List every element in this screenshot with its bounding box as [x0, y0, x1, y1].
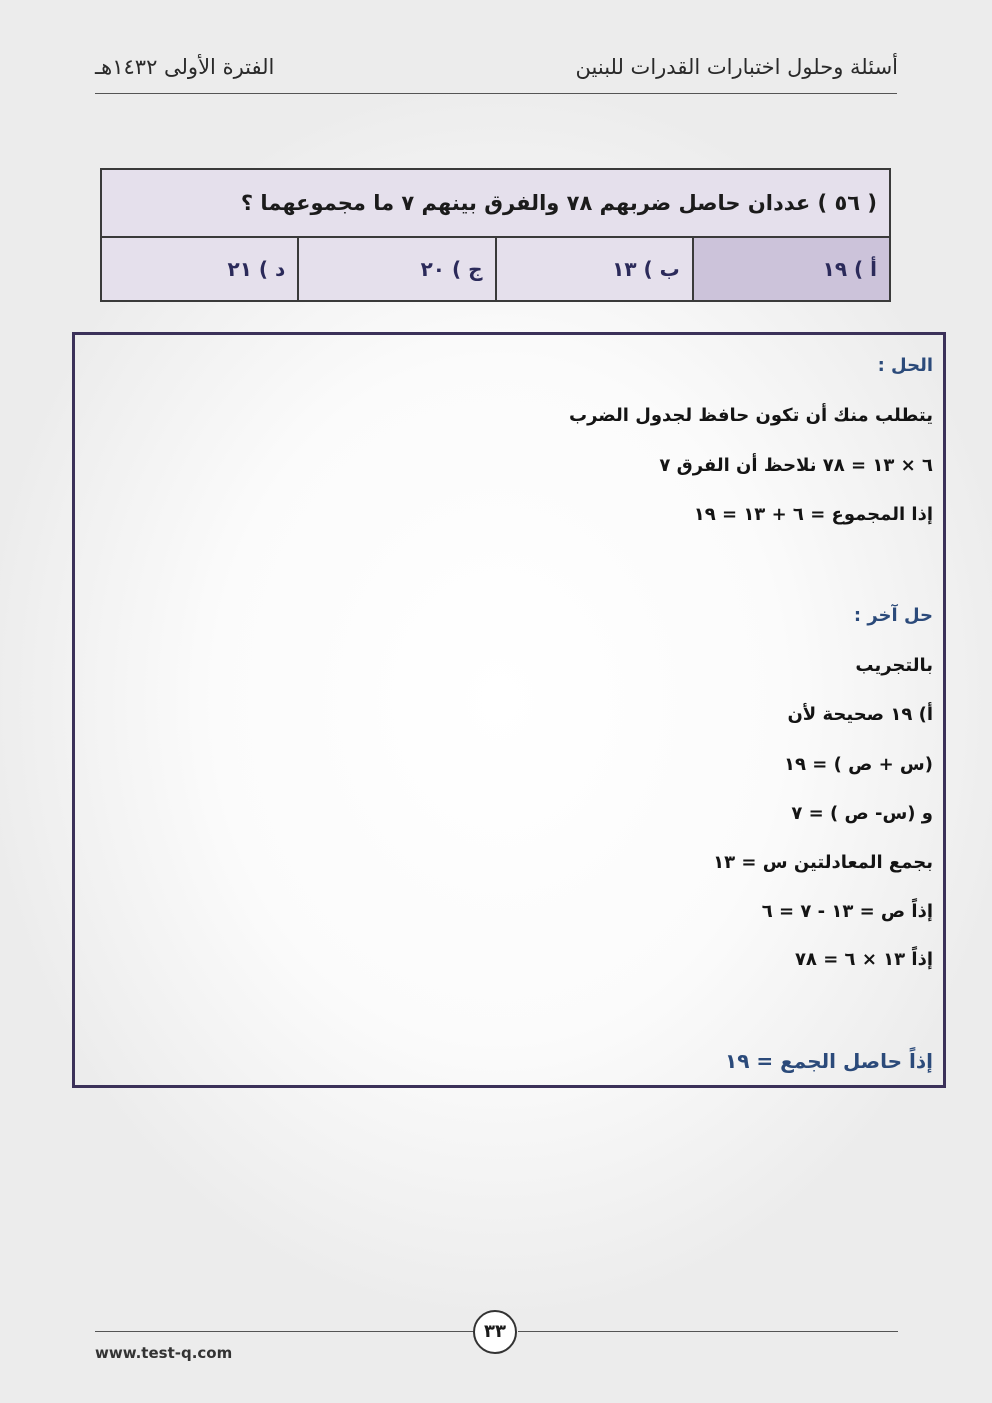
solution-line: يتطلب منك أن تكون حافظ لجدول الضرب: [569, 405, 933, 426]
question-box: [100, 168, 891, 302]
choice-b[interactable]: ب ) ١٣: [495, 238, 692, 300]
alt-solution-line: إذاً ١٣ × ٦ = ٧٨: [794, 949, 933, 970]
footer-divider-left: [95, 1331, 475, 1332]
alt-solution-line: و (س- ص ) = ٧: [791, 803, 933, 824]
choice-c[interactable]: ج ) ٢٠: [297, 238, 494, 300]
choice-a[interactable]: أ ) ١٩: [692, 238, 889, 300]
alt-solution-line: بالتجريب: [855, 655, 933, 676]
header-divider: [95, 93, 897, 94]
alt-solution-heading: حل آخر :: [853, 605, 933, 626]
question-text: ( ٥٦ ) عددان حاصل ضربهم ٧٨ والفرق بينهم ٧ ما مجموعهما ؟: [102, 170, 889, 238]
final-answer: إذاً حاصل الجمع = ١٩: [725, 1049, 933, 1073]
header-book-title: أسئلة وحلول اختبارات القدرات للبنين: [575, 55, 898, 79]
website-link[interactable]: www.test-q.com: [95, 1344, 233, 1362]
alt-solution-line: (س + ص ) = ١٩: [784, 754, 933, 775]
solution-box: [72, 332, 946, 1088]
solution-heading: الحل :: [877, 355, 933, 376]
page-number: ٣٣: [473, 1310, 517, 1354]
header-period-title: الفترة الأولى ١٤٣٢هـ: [95, 55, 275, 79]
alt-solution-line: بجمع المعادلتين س = ١٣: [713, 852, 933, 873]
alt-solution-line: أ) ١٩ صحيحة لأن: [787, 704, 933, 725]
answer-choices: [102, 238, 889, 300]
solution-line: ٦ × ١٣ = ٧٨ نلاحظ أن الفرق ٧: [659, 455, 933, 476]
solution-line: إذا المجموع = ٦ + ١٣ = ١٩: [693, 504, 933, 525]
alt-solution-line: إذاً ص = ١٣ - ٧ = ٦: [761, 901, 933, 922]
footer-divider-right: [518, 1331, 898, 1332]
choice-d[interactable]: د ) ٢١: [227, 257, 286, 281]
